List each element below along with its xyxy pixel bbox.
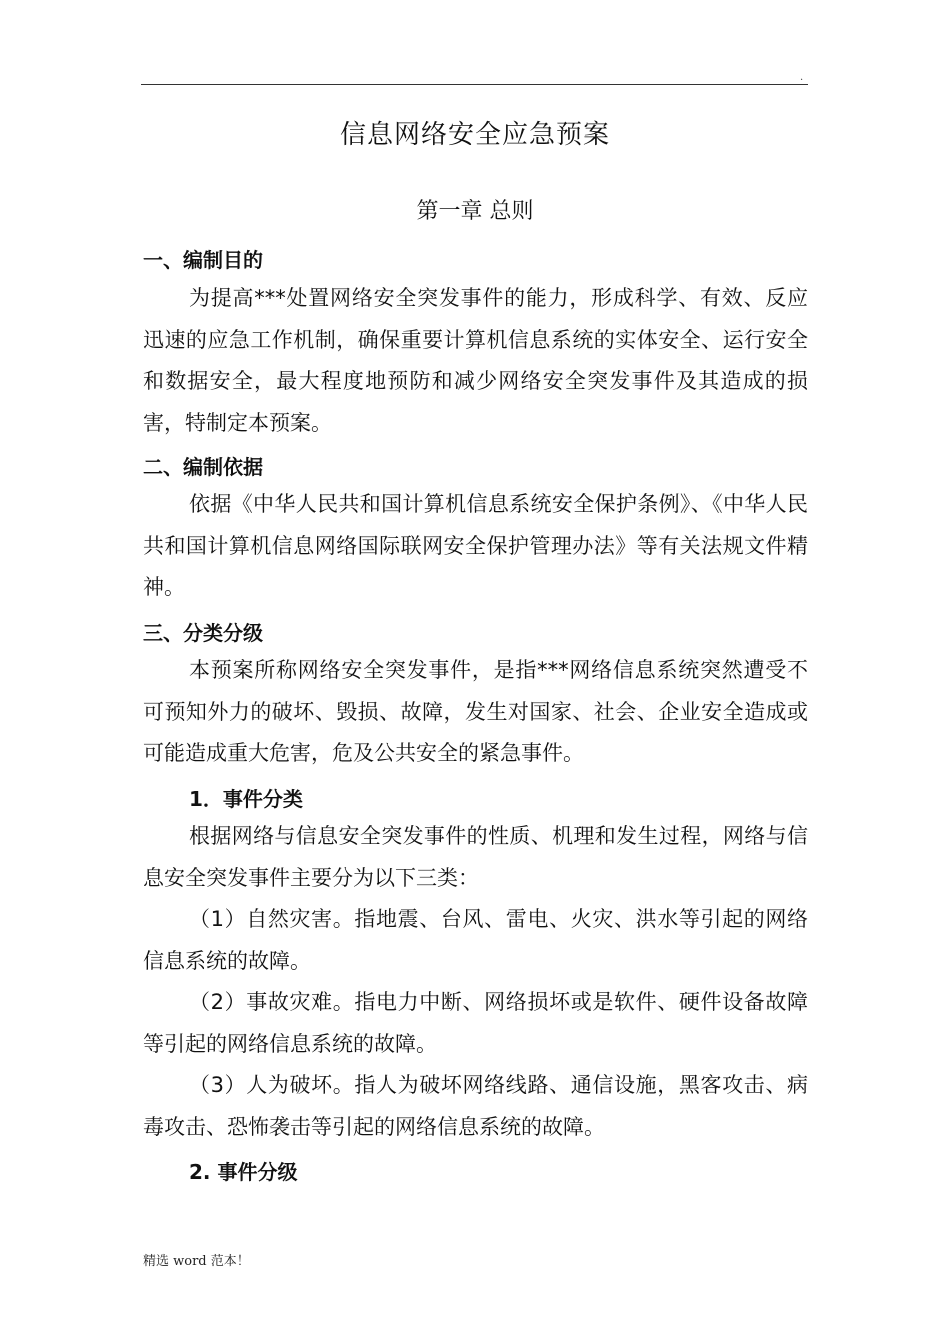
list-item: （2）事故灾难。指电力中断、网络损坏或是软件、硬件设备故障等引起的网络信息系统的故障。	[143, 990, 808, 1056]
header-rule	[141, 84, 808, 85]
section-paragraph: 本预案所称网络安全突发事件，是指***网络信息系统突然遭受不可预知外力的破坏、毁损、故障，发生对国家、社会、企业安全造成或可能造成重大危害，危及公共安全的紧急事件。	[143, 658, 808, 765]
header-mark: .	[800, 72, 804, 83]
section-heading: 一、编制目的	[143, 248, 263, 272]
list-item: （1）自然灾害。指地震、台风、雷电、火灾、洪水等引起的网络信息系统的故障。	[143, 907, 808, 973]
page-footer: 精选 word 范本！	[143, 1254, 250, 1269]
list-item: （3）人为破坏。指人为破坏网络线路、通信设施，黑客攻击、病毒攻击、恐怖袭击等引起的网络信息系统的故障。	[143, 1073, 808, 1139]
section-heading: 三、分类分级	[143, 621, 263, 645]
document-title: 信息网络安全应急预案	[339, 120, 610, 150]
section-heading: 二、编制依据	[143, 455, 263, 479]
subsection-heading: 1．事件分类	[189, 787, 303, 811]
subsection-heading: 2. 事件分级	[189, 1160, 298, 1184]
subsection-intro: 根据网络与信息安全突发事件的性质、机理和发生过程，网络与信息安全突发事件主要分为以下三类：	[143, 824, 808, 890]
chapter-title: 第一章 总则	[416, 199, 534, 224]
section-paragraph: 依据《中华人民共和国计算机信息系统安全保护条例》、《中华人民共和国计算机信息网络国际联网安全保护管理办法》等有关法规文件精神。	[143, 492, 808, 599]
section-paragraph: 为提高***处置网络安全突发事件的能力，形成科学、有效、反应迅速的应急工作机制，确保重要计算机信息系统的实体安全、运行安全和数据安全，最大程度地预防和减少网络安全突发事件及其造成的损害，特制定本预案。	[143, 286, 808, 435]
